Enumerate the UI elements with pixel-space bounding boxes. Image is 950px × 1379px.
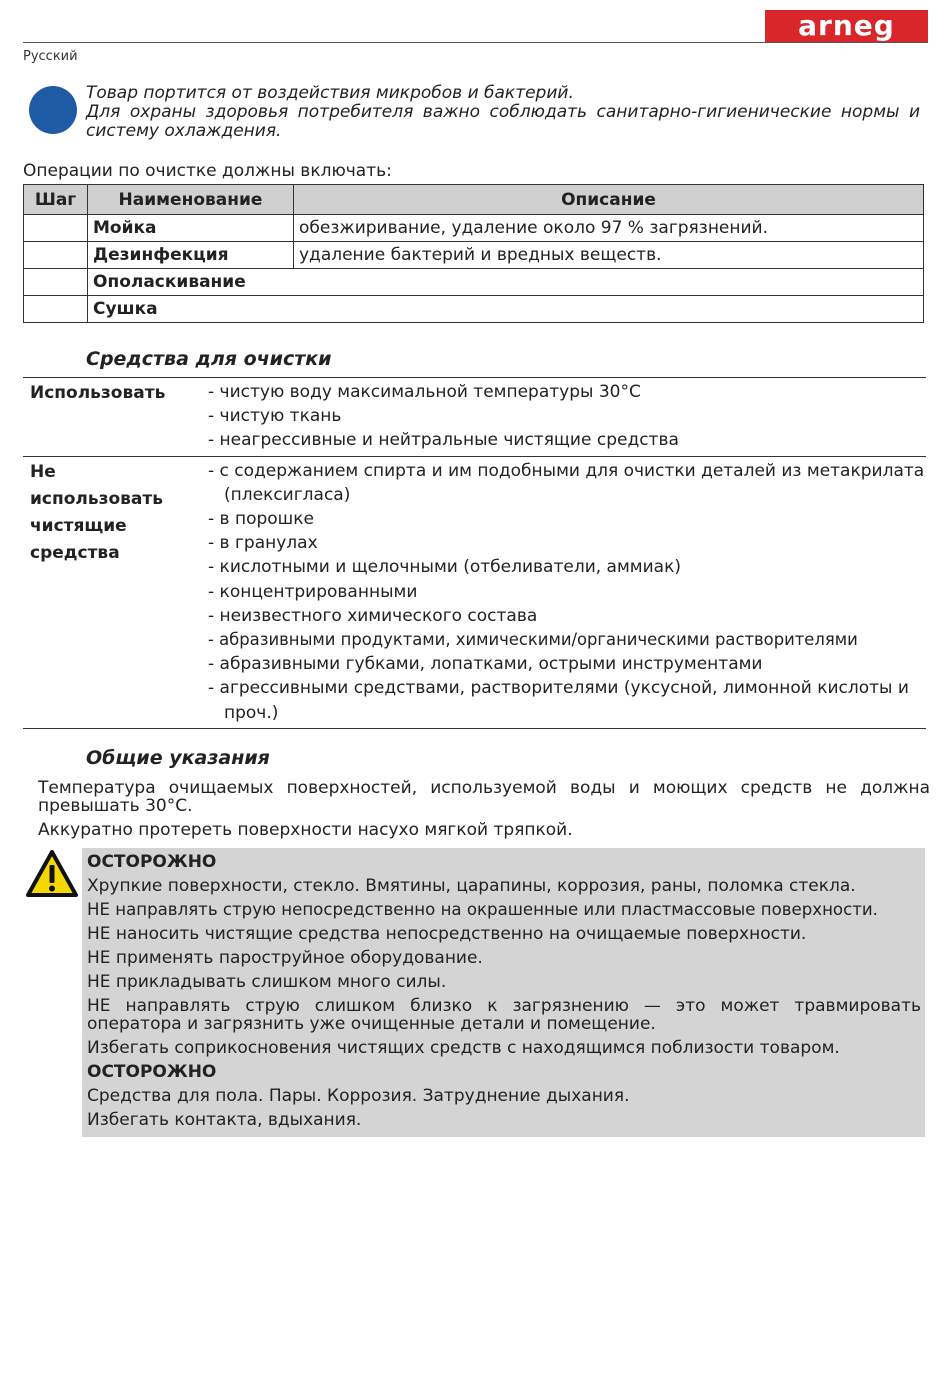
general-instructions xyxy=(38,779,930,845)
arneg-logo: arneg xyxy=(765,10,928,42)
col-header-name: Наименование xyxy=(88,185,294,215)
dont-use-list xyxy=(208,459,926,725)
list-item: - кислотными и щелочными (отбеливатели, аммиак) xyxy=(208,555,926,579)
list-item: - концентрированными xyxy=(208,580,926,604)
name-cell: Сушка xyxy=(88,296,924,323)
table-row xyxy=(24,269,924,296)
use-list xyxy=(208,380,926,453)
warning-heading: ОСТОРОЖНО xyxy=(87,852,217,872)
list-item: - чистую воду максимальной температуры 30°C xyxy=(208,380,926,404)
warning-line: Избегать соприкосновения чистящих средств с находящимся поблизости товаром. xyxy=(87,1038,840,1058)
warning-line: НЕ применять пароструйное оборудование. xyxy=(87,948,483,968)
list-item: - чистую ткань xyxy=(208,404,926,428)
header-divider xyxy=(23,42,928,43)
dont-use-label: Не использовать чистящие средства xyxy=(30,461,164,563)
list-item: - неизвестного химического состава xyxy=(208,604,926,628)
operations-intro: Операции по очистке должны включать: xyxy=(23,161,392,181)
operations-table xyxy=(23,184,924,323)
language-label: Русский xyxy=(23,49,78,64)
warning-line: Избегать контакта, вдыхания. xyxy=(87,1110,362,1130)
step-cell xyxy=(24,269,88,296)
cleaning-agents-title: Средства для очистки xyxy=(86,348,332,370)
list-item: - абразивными продуктами, химическими/органическими растворителями xyxy=(208,628,926,652)
cleaning-agents-table xyxy=(23,377,926,729)
general-instructions-title: Общие указания xyxy=(86,747,270,769)
hygiene-note xyxy=(86,84,920,141)
list-item: - абразивными губками, лопатками, острыми инструментами xyxy=(208,652,926,676)
warning-heading: ОСТОРОЖНО xyxy=(87,1062,217,1082)
list-item: - с содержанием спирта и им подобными для очистки деталей из метакрилата (плексигласа) xyxy=(208,459,926,507)
dont-use-row xyxy=(23,457,926,729)
name-cell: Ополаскивание xyxy=(88,269,924,296)
note-line: Для охраны здоровья потребителя важно соблюдать санитарно-гигиенические нормы и систему охлаждения. xyxy=(86,102,920,141)
description-cell: удаление бактерий и вредных веществ. xyxy=(294,242,924,269)
warning-line: НЕ направлять струю слишком близко к загрязнению — это может травмировать оператора и загрязнить уже очищенные детали и помещение. xyxy=(87,996,921,1034)
warning-line: НЕ направлять струю непосредственно на окрашенные или пластмассовые поверхности. xyxy=(87,900,878,919)
warning-line: Средства для пола. Пары. Коррозия. Затруднение дыхания. xyxy=(87,1086,630,1106)
warning-line: Хрупкие поверхности, стекло. Вмятины, царапины, коррозия, раны, поломка стекла. xyxy=(87,876,856,896)
list-item: - агрессивными средствами, растворителями (уксусной, лимонной кислоты и проч.) xyxy=(208,676,926,724)
use-label: Использовать xyxy=(30,383,166,403)
note-line: Товар портится от воздействия микробов и бактерий. xyxy=(86,83,574,103)
warning-line: НЕ наносить чистящие средства непосредственно на очищаемые поверхности. xyxy=(87,924,807,944)
table-row xyxy=(24,215,924,242)
list-item: - в гранулах xyxy=(208,531,926,555)
table-header-row xyxy=(24,185,924,215)
list-item: - неагрессивные и нейтральные чистящие средства xyxy=(208,428,926,452)
col-header-step: Шаг xyxy=(24,185,88,215)
step-cell xyxy=(24,215,88,242)
step-cell xyxy=(24,296,88,323)
list-item: - в порошке xyxy=(208,507,926,531)
warning-triangle-icon xyxy=(25,849,79,899)
name-cell: Мойка xyxy=(88,215,294,242)
general-line: Температура очищаемых поверхностей, используемой воды и моющих средств не должна превышать 30°C. xyxy=(38,778,930,816)
warning-line: НЕ прикладывать слишком много силы. xyxy=(87,972,447,992)
warning-text xyxy=(87,850,921,1132)
general-line: Аккуратно протереть поверхности насухо мягкой тряпкой. xyxy=(38,820,573,840)
table-row xyxy=(24,242,924,269)
col-header-description: Описание xyxy=(294,185,924,215)
blue-dot-icon xyxy=(29,86,77,134)
table-row xyxy=(24,296,924,323)
use-row xyxy=(23,378,926,457)
step-cell xyxy=(24,242,88,269)
description-cell: обезжиривание, удаление около 97 % загрязнений. xyxy=(294,215,924,242)
name-cell: Дезинфекция xyxy=(88,242,294,269)
